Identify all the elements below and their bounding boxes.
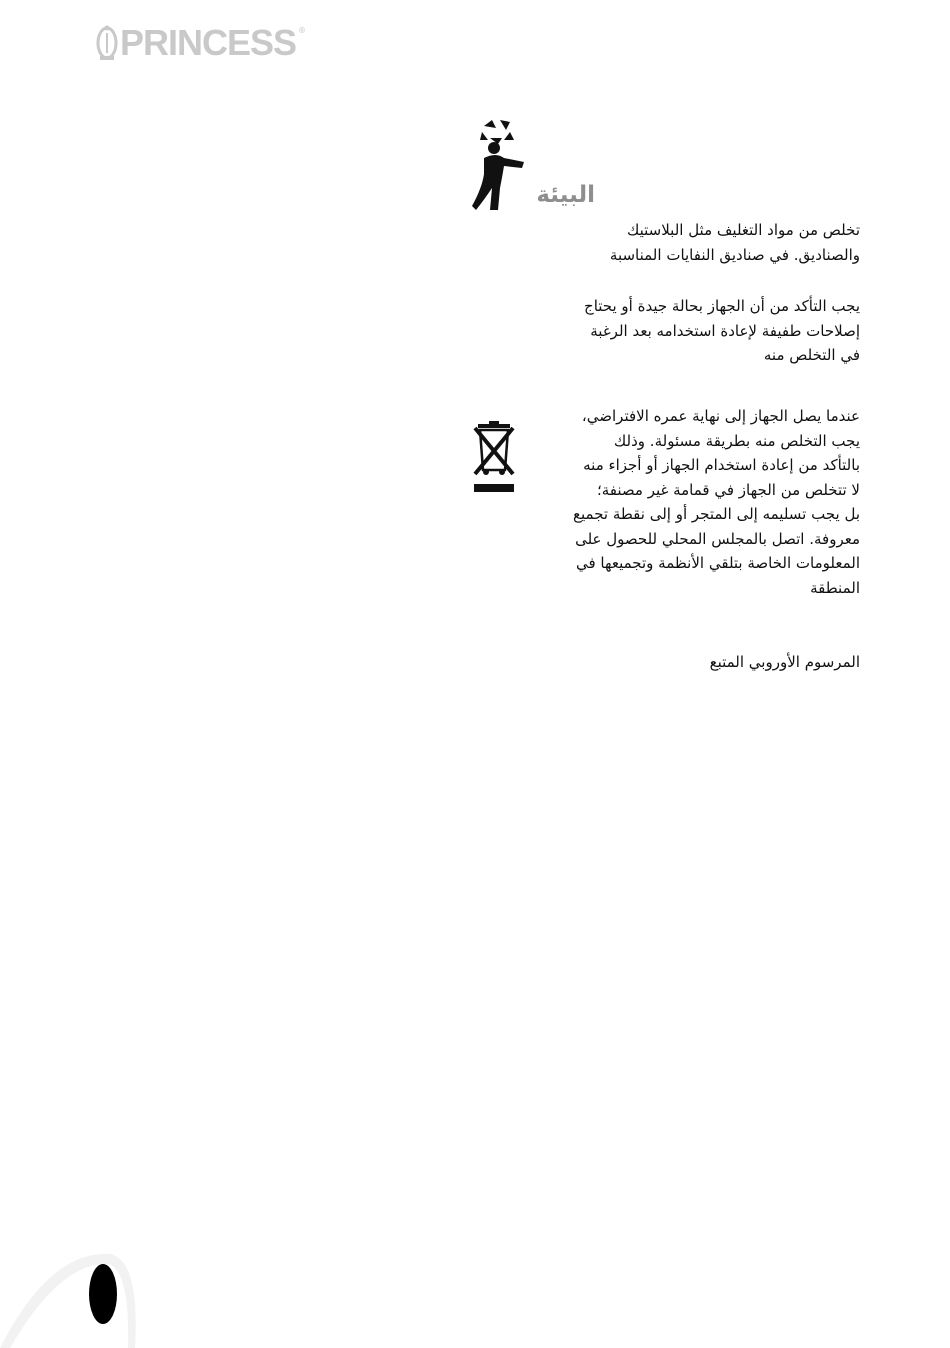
paragraph-line: في التخلص منه <box>763 346 860 364</box>
section-title: البيئة <box>536 182 595 208</box>
paragraph-line: يجب التخلص منه بطريقة مسئولة. وذلك <box>613 431 860 450</box>
directive-paragraph <box>710 650 860 675</box>
crossed-out-bin-icon <box>472 420 516 496</box>
paragraph-line: بالتأكد من إعادة استخدام الجهاز أو أجزاء منه <box>583 456 860 474</box>
paragraph-line: لا تتخلص من الجهاز في قمامة غير مصنفة؛ <box>596 480 860 499</box>
paragraph-line: يجب التأكد من أن الجهاز بحالة جيدة أو يحتاج <box>584 297 860 315</box>
paragraph-line: المنطقة <box>810 578 860 597</box>
paragraph-line: المعلومات الخاصة بتلقي الأنظمة وتجميعها في <box>575 554 860 572</box>
paragraph-line: والصناديق. في صناديق النفايات المناسبة <box>609 245 860 264</box>
end-of-life-paragraph <box>573 404 860 600</box>
person-recycling-icon <box>470 118 528 210</box>
brand-logo <box>96 22 306 64</box>
paragraph-line: إصلاحات طفيفة لإعادة استخدامه بعد الرغبة <box>590 321 860 340</box>
brand-name: PRINCESS <box>120 22 297 63</box>
condition-paragraph <box>584 294 860 368</box>
crown-icon <box>96 23 118 63</box>
paragraph-line: تخلص من مواد التغليف مثل البلاستيك <box>626 221 860 239</box>
paragraph-line: بل يجب تسليمه إلى المتجر أو إلى نقطة تجميع <box>573 505 860 523</box>
packaging-paragraph <box>610 218 860 267</box>
paragraph-line: المرسوم الأوروبي المتبع <box>709 653 860 671</box>
paragraph-line: عندما يصل الجهاز إلى نهاية عمره الافتراضي، <box>581 407 860 425</box>
page-tab-icon <box>0 1250 150 1348</box>
trademark-symbol: ® <box>298 26 307 35</box>
paragraph-line: معروفة. اتصل بالمجلس المحلي للحصول على <box>575 529 860 548</box>
